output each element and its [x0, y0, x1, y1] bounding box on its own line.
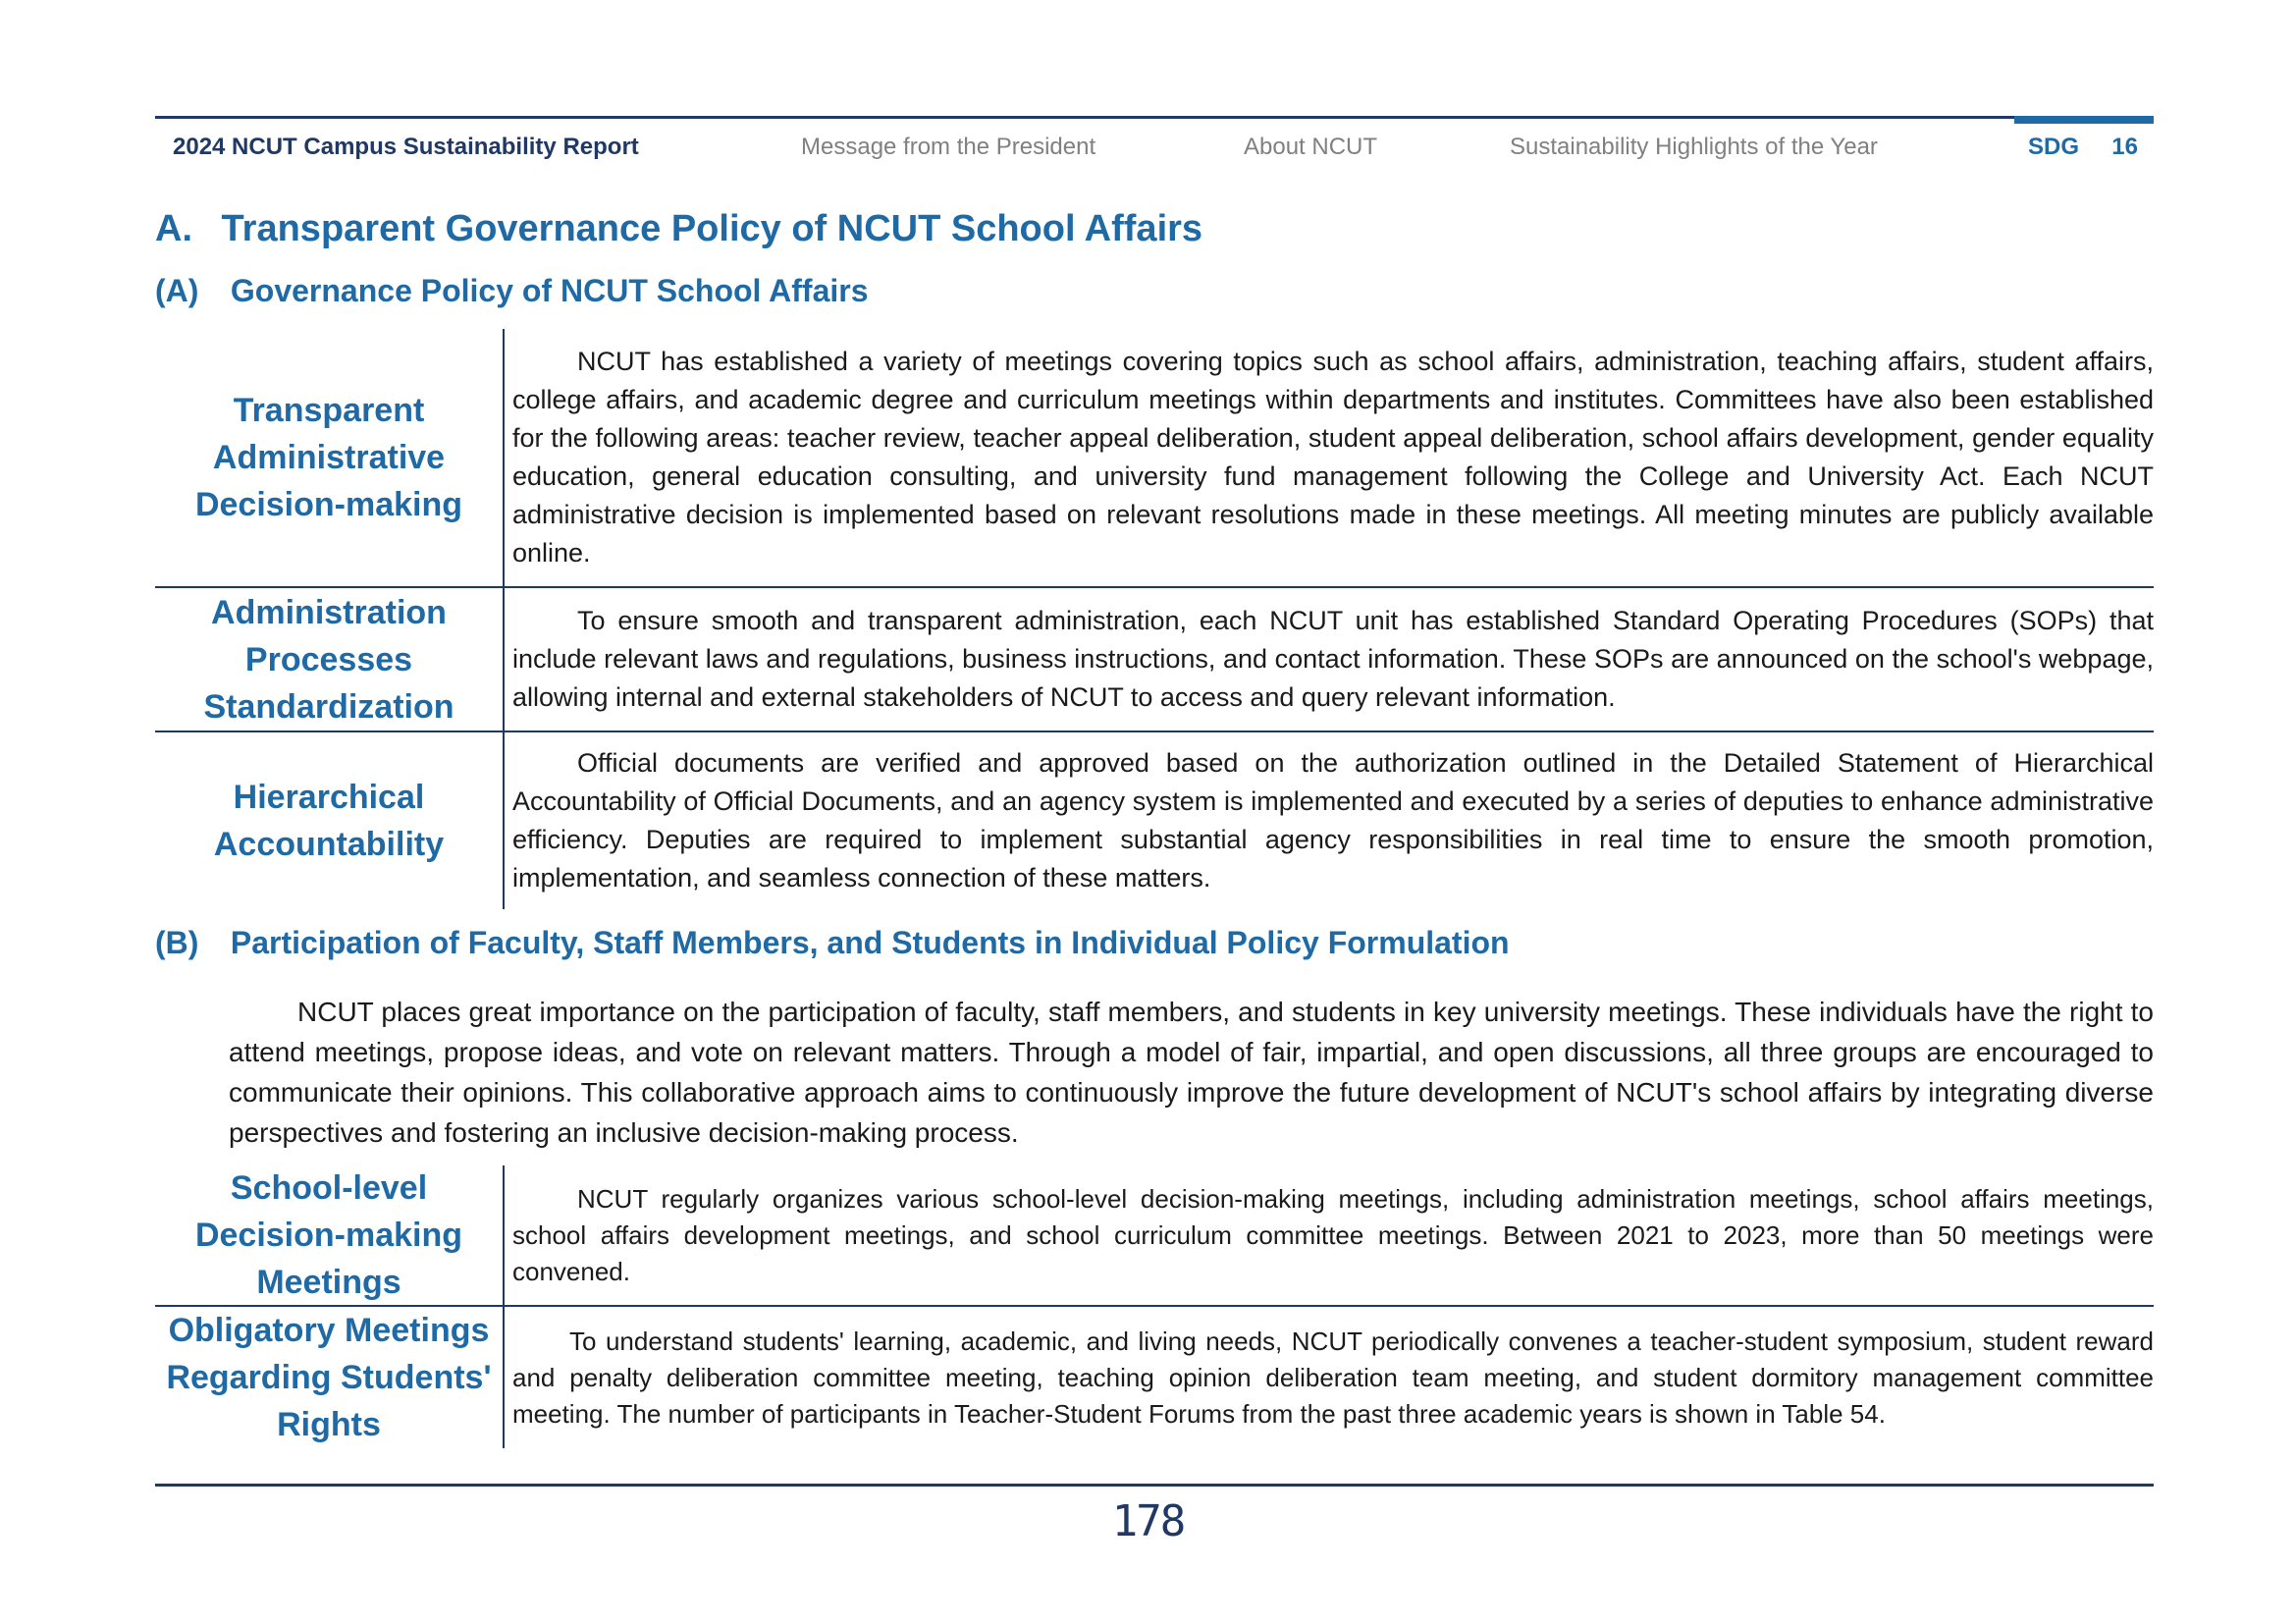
page-header	[155, 116, 2154, 169]
subsection-a-heading	[155, 273, 869, 309]
row-body-text: To understand students' learning, academic, and living needs, NCUT periodically convenes a teacher-student symposium, student reward and penalty deliberation committee meeting, teaching opinion deliberation team meeting, and student dormitory management committee meeting. The number of participants in Teacher-Student Forums from the past three academic years is shown in Table 54.	[512, 1326, 2154, 1429]
row-body-text: To ensure smooth and transparent administration, each NCUT unit has established Standard Operating Procedures (SOPs) that include relevant laws and regulations, business instructions, and contact information. These SOPs are announced on the school's webpage, allowing internal and external stakeholders of NCUT to access and query relevant information.	[512, 606, 2154, 712]
subsection-b-label: (B)	[155, 925, 199, 960]
row-body	[505, 1307, 2154, 1448]
footer-rule	[155, 1484, 2154, 1487]
subsection-b-heading	[155, 925, 1510, 961]
row-body-text: Official documents are verified and approved based on the authorization outlined in the Detailed Statement of Hierarchical Accountability of Official Documents, and an agency system is implemented and executed by a series of deputies to enhance administrative efficiency. Deputies are required to implement substantial agency responsibilities in real time to ensure the smooth promotion, implementation, and seamless connection of these matters.	[512, 748, 2154, 893]
header-rule	[155, 116, 2154, 119]
row-body-text: NCUT has established a variety of meetings covering topics such as school affairs, administration, teaching affairs, student affairs, college affairs, and academic degree and curriculum meetings within departments and institutes. Committees have also been established for the following areas: teacher review, teacher appeal deliberation, student appeal deliberation, school affairs development, gender equality education, general education consulting, and university fund management following the College and University Act. Each NCUT administrative decision is implemented based on relevant resolutions made in these meetings. All meeting minutes are publicly available online.	[512, 347, 2154, 568]
row-body	[505, 732, 2154, 909]
report-title: 2024 NCUT Campus Sustainability Report	[173, 134, 639, 160]
section-heading: A. Transparent Governance Policy of NCUT School Affairs	[155, 208, 1203, 249]
participation-paragraph: NCUT places great importance on the participation of faculty, staff members, and students in key university meetings. These individuals have the right to attend meetings, propose ideas, and vote on relevant matters. Through a model of fair, impartial, and open discussions, all three groups are encouraged to communicate their opinions. This collaborative approach aims to continuously improve the future development of NCUT's school affairs by integrating diverse perspectives and fostering an inclusive decision-making process.	[229, 997, 2154, 1148]
nav-about-ncut[interactable]: About NCUT	[1244, 134, 1378, 160]
sdg-number: 16	[2111, 134, 2138, 160]
governance-policy-table	[155, 329, 2154, 909]
subsection-a-title: Governance Policy of NCUT School Affairs	[230, 273, 869, 308]
table-row	[155, 1165, 2154, 1307]
nav-sustainability-highlights[interactable]: Sustainability Highlights of the Year	[1510, 134, 1878, 160]
sdg-label: SDG	[2027, 134, 2079, 160]
row-body	[505, 588, 2154, 731]
table-row	[155, 588, 2154, 732]
table-row	[155, 329, 2154, 588]
page-number: 178	[1111, 1496, 1185, 1546]
subsection-a-label: (A)	[155, 273, 199, 308]
row-title: Administration Processes Standardization	[155, 588, 505, 731]
row-body	[505, 329, 2154, 586]
row-title: School-level Decision-making Meetings	[155, 1165, 505, 1305]
row-title: Hierarchical Accountability	[155, 732, 505, 909]
header-accent-bar	[2014, 116, 2154, 124]
row-body	[505, 1165, 2154, 1305]
row-title: Obligatory Meetings Regarding Students' Rights	[155, 1307, 505, 1448]
participation-meetings-table	[155, 1165, 2154, 1448]
row-body-text: NCUT regularly organizes various school-level decision-making meetings, including administration meetings, school affairs meetings, school affairs development meetings, and school curriculum committee meetings. Between 2021 to 2023, more than 50 meetings were convened.	[512, 1183, 2154, 1286]
subsection-b-title: Participation of Faculty, Staff Members, and Students in Individual Policy Formulation	[230, 925, 1510, 960]
table-row	[155, 1307, 2154, 1448]
table-row	[155, 732, 2154, 909]
nav-message-from-president[interactable]: Message from the President	[801, 134, 1096, 160]
row-title: Transparent Administrative Decision-making	[155, 329, 505, 586]
